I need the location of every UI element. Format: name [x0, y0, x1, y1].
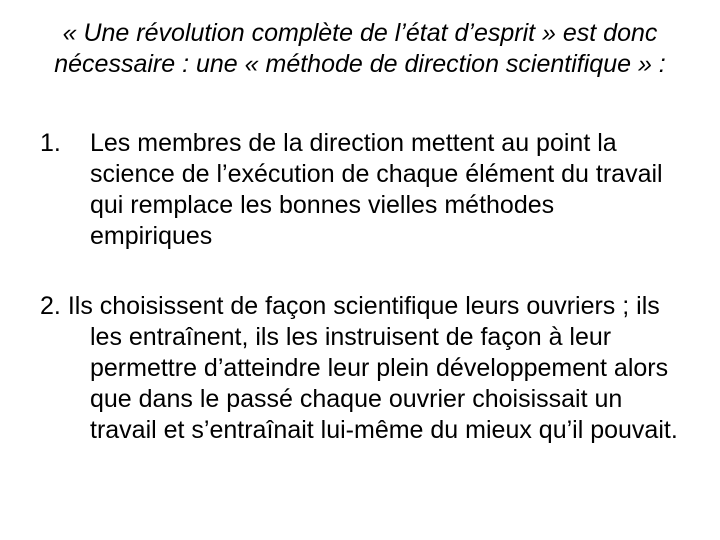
list-item-number: 1.: [40, 129, 61, 157]
list-item-number: 2.: [40, 292, 61, 320]
list-item-text: Ils choisissent de façon scientifique leurs ouvriers ; ils les entraînent, ils les instruisent de façon à leur permettre d’atteindre leur plein développement alors que dans le passé chaque ouvrier choisissait un travail et s’entraînait lui-même du mieux qu’il pouvait.: [67, 292, 678, 444]
list-item-text: Les membres de la direction mettent au point la science de l’exécution de chaque élément du travail qui remplace les bonnes vielles méthodes empiriques: [90, 129, 663, 250]
list-item-2: [40, 291, 690, 446]
list-item-1: [40, 128, 680, 252]
intro-text: « Une révolution complète de l’état d’esprit » est donc nécessaire : une « méthode de direction scientifique » :: [54, 19, 666, 78]
